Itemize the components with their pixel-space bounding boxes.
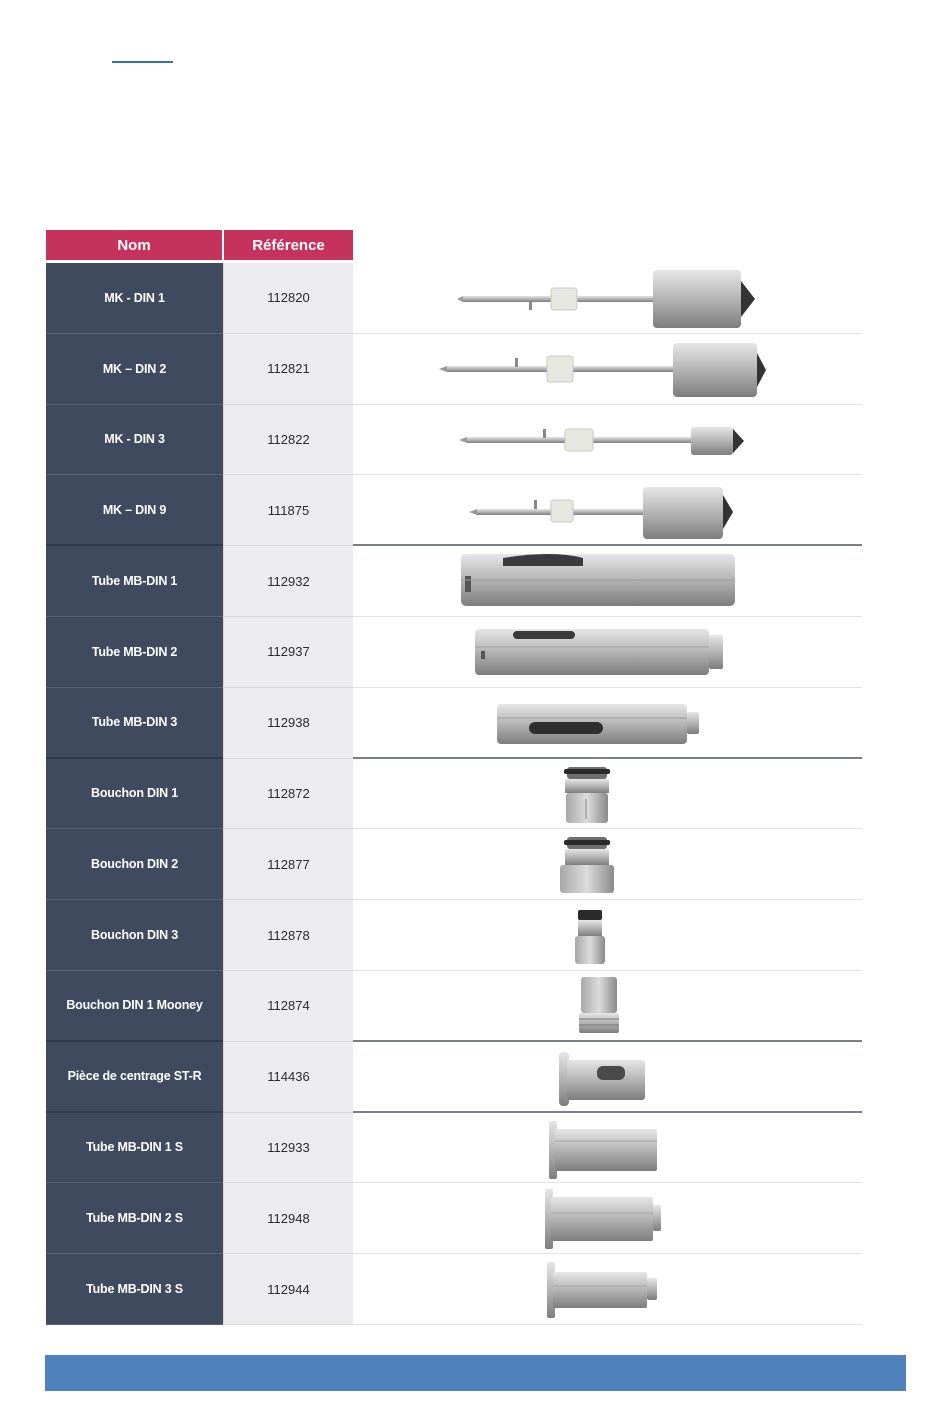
table-row: [46, 617, 862, 688]
row-reference: 112872: [223, 759, 353, 830]
bouchon-din1-icon: [353, 759, 862, 830]
table-row: [46, 688, 862, 759]
rotor-din2-icon: [353, 334, 862, 405]
row-reference: 112944: [223, 1254, 353, 1325]
centering-piece-icon: [353, 1042, 862, 1113]
row-reference: 112821: [223, 334, 353, 405]
tube-din3-icon: [353, 688, 862, 759]
table-row: [46, 1113, 862, 1184]
row-reference: 114436: [223, 1042, 353, 1113]
header-nom: Nom: [46, 230, 224, 260]
row-name: Bouchon DIN 1: [46, 759, 223, 830]
rotor-din9-icon: [353, 475, 862, 546]
row-name: Bouchon DIN 1 Mooney: [46, 971, 223, 1042]
row-reference: 112933: [223, 1113, 353, 1184]
table-row: [46, 334, 862, 405]
header-reference: Référence: [224, 230, 353, 260]
rotor-din3-icon: [353, 405, 862, 476]
tube-din1s-icon: [353, 1113, 862, 1184]
row-name: MK - DIN 1: [46, 263, 223, 334]
parts-table: [46, 263, 862, 1325]
row-name: Pièce de centrage ST-R: [46, 1042, 223, 1113]
row-name: Tube MB-DIN 3 S: [46, 1254, 223, 1325]
row-reference: 112822: [223, 405, 353, 476]
row-name: Tube MB-DIN 2: [46, 617, 223, 688]
row-name: Bouchon DIN 2: [46, 829, 223, 900]
top-link-underline: [112, 61, 173, 63]
tube-din2-icon: [353, 617, 862, 688]
table-row: [46, 829, 862, 900]
tube-din3s-icon: [353, 1254, 862, 1325]
bouchon-din2-icon: [353, 829, 862, 900]
tube-din2s-icon: [353, 1183, 862, 1254]
row-reference: 112874: [223, 971, 353, 1042]
row-reference: 112820: [223, 263, 353, 334]
row-reference: 111875: [223, 475, 353, 546]
row-reference: 112948: [223, 1183, 353, 1254]
row-name: MK – DIN 9: [46, 475, 223, 546]
table-row: [46, 1183, 862, 1254]
table-header: [46, 230, 353, 260]
row-name: Tube MB-DIN 1: [46, 546, 223, 617]
footer-bar: [45, 1355, 906, 1391]
row-name: Bouchon DIN 3: [46, 900, 223, 971]
table-row: [46, 546, 862, 617]
row-name: Tube MB-DIN 1 S: [46, 1113, 223, 1184]
row-name: MK – DIN 2: [46, 334, 223, 405]
row-reference: 112932: [223, 546, 353, 617]
table-row: [46, 475, 862, 546]
table-row: [46, 900, 862, 971]
row-name: Tube MB-DIN 2 S: [46, 1183, 223, 1254]
table-row: [46, 263, 862, 334]
table-row: [46, 759, 862, 830]
bouchon-mooney-icon: [353, 971, 862, 1042]
row-reference: 112938: [223, 688, 353, 759]
tube-din1-icon: [353, 546, 862, 617]
table-row: [46, 405, 862, 476]
table-row: [46, 971, 862, 1042]
bouchon-din3-icon: [353, 900, 862, 971]
row-reference: 112937: [223, 617, 353, 688]
row-reference: 112877: [223, 829, 353, 900]
row-name: MK - DIN 3: [46, 405, 223, 476]
row-name: Tube MB-DIN 3: [46, 688, 223, 759]
row-reference: 112878: [223, 900, 353, 971]
table-row: [46, 1042, 862, 1113]
table-row: [46, 1254, 862, 1325]
rotor-din1-icon: [353, 263, 862, 334]
